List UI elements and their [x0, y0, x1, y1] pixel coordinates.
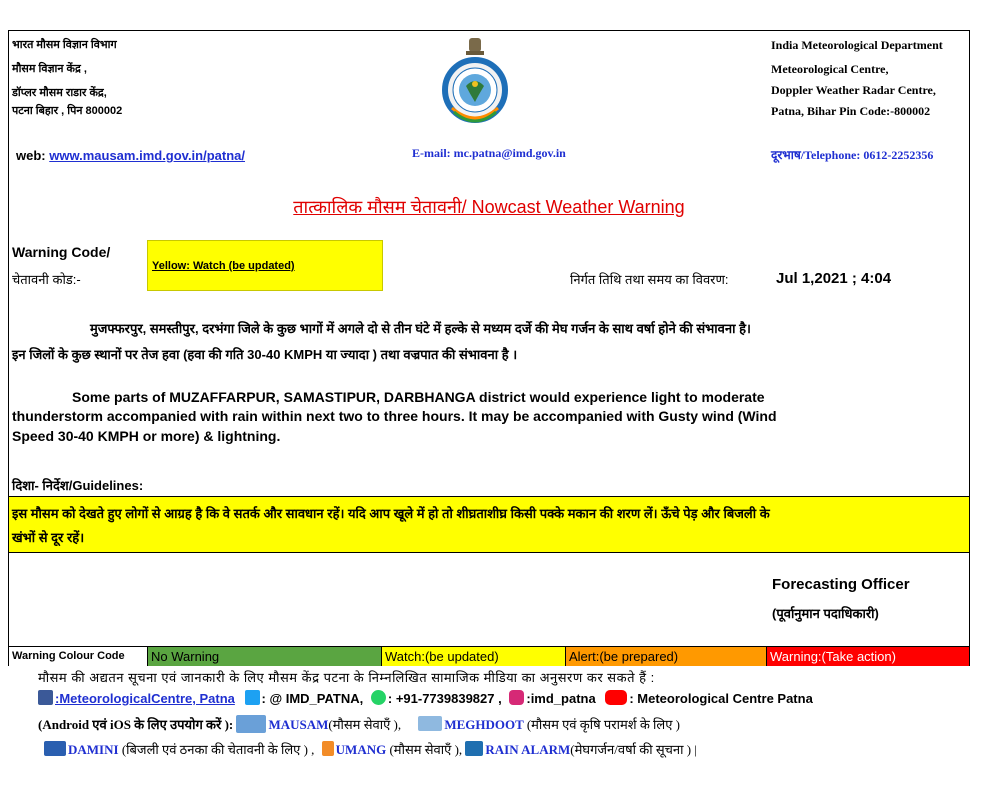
meghdoot-app-name[interactable]: MEGHDOOT	[444, 717, 524, 732]
social-row-1	[38, 690, 813, 706]
legend-no-warning: No Warning	[148, 646, 382, 666]
signature-title-en: Forecasting Officer	[772, 576, 910, 593]
apps-intro: (Android एवं iOS के लिए उपयोग करें ):	[38, 717, 234, 732]
email-text: E-mail: mc.patna@imd.gov.in	[412, 146, 566, 160]
header-right-line-3: Doppler Weather Radar Centre,	[771, 83, 936, 97]
hindi-body-line-1: मुजफ्फरपुर, समस्तीपुर, दरभंगा जिले के कुछ भागों में अगले दो से तीन घंटे में हल्के से मध्यम दर्जे की मेघ गर्जन के साथ वर्षा होने की संभावना है।	[90, 321, 751, 336]
umang-app-name[interactable]: UMANG	[335, 742, 387, 757]
guidelines-line-2: खंभों से दूर रहें।	[12, 530, 85, 545]
whatsapp-icon	[371, 690, 386, 705]
header-left-line-1: भारत मौसम विज्ञान विभाग	[12, 39, 117, 51]
damini-app-name[interactable]: DAMINI	[68, 742, 119, 757]
umang-app-icon	[322, 741, 334, 756]
warning-code-label-hi: चेतावनी कोड:-	[12, 272, 81, 287]
damini-app-desc: (बिजली एवं ठनका की चेतावनी के लिए ) ,	[121, 742, 315, 757]
mausam-app-icon	[236, 715, 266, 733]
youtube-icon	[605, 690, 627, 705]
english-body-line-3: Speed 30-40 KMPH or more) & lightning.	[12, 428, 281, 444]
header-right-line-2: Meteorological Centre,	[771, 62, 889, 76]
rain-alarm-app-icon	[465, 741, 483, 756]
header-left-line-4: पटना बिहार , पिन 800002	[12, 105, 123, 117]
imd-emblem-logo	[440, 36, 510, 124]
rain-alarm-app-name[interactable]: RAIN ALARM	[485, 742, 571, 757]
header-left-line-2: मौसम विज्ञान केंद्र ,	[12, 63, 87, 75]
header-right-line-1: India Meteorological Department	[771, 38, 943, 52]
legend-watch: Watch:(be updated)	[382, 646, 566, 666]
warning-code-value: Yellow: Watch (be updated)	[152, 260, 295, 272]
web-row	[16, 148, 245, 163]
web-link[interactable]: www.mausam.imd.gov.in/patna/	[49, 148, 246, 163]
twitter-handle[interactable]: : @ IMD_PATNA,	[261, 691, 364, 706]
damini-app-icon	[44, 741, 66, 756]
english-body-line-2: thunderstorm accompanied with rain within next two to three hours. It may be accompanied with Gusty wind (Wind	[12, 408, 777, 424]
rain-alarm-app-desc: (मेघगर्जन/वर्षा की सूचना ) |	[570, 742, 697, 757]
social-row-3	[38, 740, 697, 758]
facebook-icon	[38, 690, 53, 705]
guidelines-label: दिशा- निर्देश/Guidelines:	[12, 478, 144, 493]
english-body-line-1: Some parts of MUZAFFARPUR, SAMASTIPUR, DARBHANGA district would experience light to moderate	[72, 389, 765, 405]
web-label: web:	[16, 148, 46, 163]
issue-time-label: निर्गत तिथि तथा समय का विवरण:	[570, 272, 729, 287]
twitter-icon	[245, 690, 260, 705]
social-row-2	[38, 715, 680, 733]
warning-code-label-en: Warning Code/	[12, 244, 111, 260]
umang-app-desc: (मौसम सेवाएँ ),	[389, 742, 463, 757]
facebook-link[interactable]: :MeteorologicalCentre, Patna	[55, 691, 235, 706]
meghdoot-app-icon	[418, 716, 442, 731]
youtube-channel[interactable]: : Meteorological Centre Patna	[629, 691, 813, 706]
mausam-app-name[interactable]: MAUSAM	[268, 717, 329, 732]
legend-alert: Alert:(be prepared)	[566, 646, 767, 666]
guidelines-box	[8, 496, 970, 553]
legend-warning: Warning:(Take action)	[767, 646, 970, 666]
mausam-app-desc: (मौसम सेवाएँ ),	[328, 717, 402, 732]
instagram-handle[interactable]: :imd_patna	[526, 691, 596, 706]
instagram-icon	[509, 690, 524, 705]
guidelines-line-1: इस मौसम को देखते हुए लोगों से आग्रह है कि वे सतर्क और सावधान रहें। यदि आप खूले में हो तो शीघ्रताशीघ्र किसी पक्के मकान की शरण लें। ऊँचे पेड़ और बिजली के	[12, 506, 770, 521]
issue-time-value: Jul 1,2021 ; 4:04	[776, 270, 892, 287]
warning-code-box	[147, 240, 383, 291]
page-title: तात्कालिक मौसम चेतावनी/ Nowcast Weather Warning	[293, 197, 685, 217]
legend-label: Warning Colour Code	[8, 646, 148, 666]
signature-title-hi: (पूर्वानुमान पदाधिकारी)	[772, 606, 879, 621]
hindi-body-line-2: इन जिलों के कुछ स्थानों पर तेज हवा (हवा की गति 30-40 KMPH या ज्यादा ) तथा वज्रपात की संभावना है ।	[12, 347, 518, 362]
social-intro: मौसम की अद्यतन सूचना एवं जानकारी के लिए मौसम केंद्र पटना के निम्नलिखित सामाजिक मीडिया का अनुसरण कर सकते हैं :	[38, 670, 655, 685]
telephone-text: दूरभाष/Telephone: 0612-2252356	[771, 148, 934, 162]
header-left-line-3: डॉप्लर मौसम राडार केंद्र,	[12, 87, 107, 99]
whatsapp-number[interactable]: : +91-7739839827 ,	[387, 691, 502, 706]
header-right-line-4: Patna, Bihar Pin Code:-800002	[771, 104, 931, 118]
meghdoot-app-desc: (मौसम एवं कृषि परामर्श के लिए )	[526, 717, 681, 732]
